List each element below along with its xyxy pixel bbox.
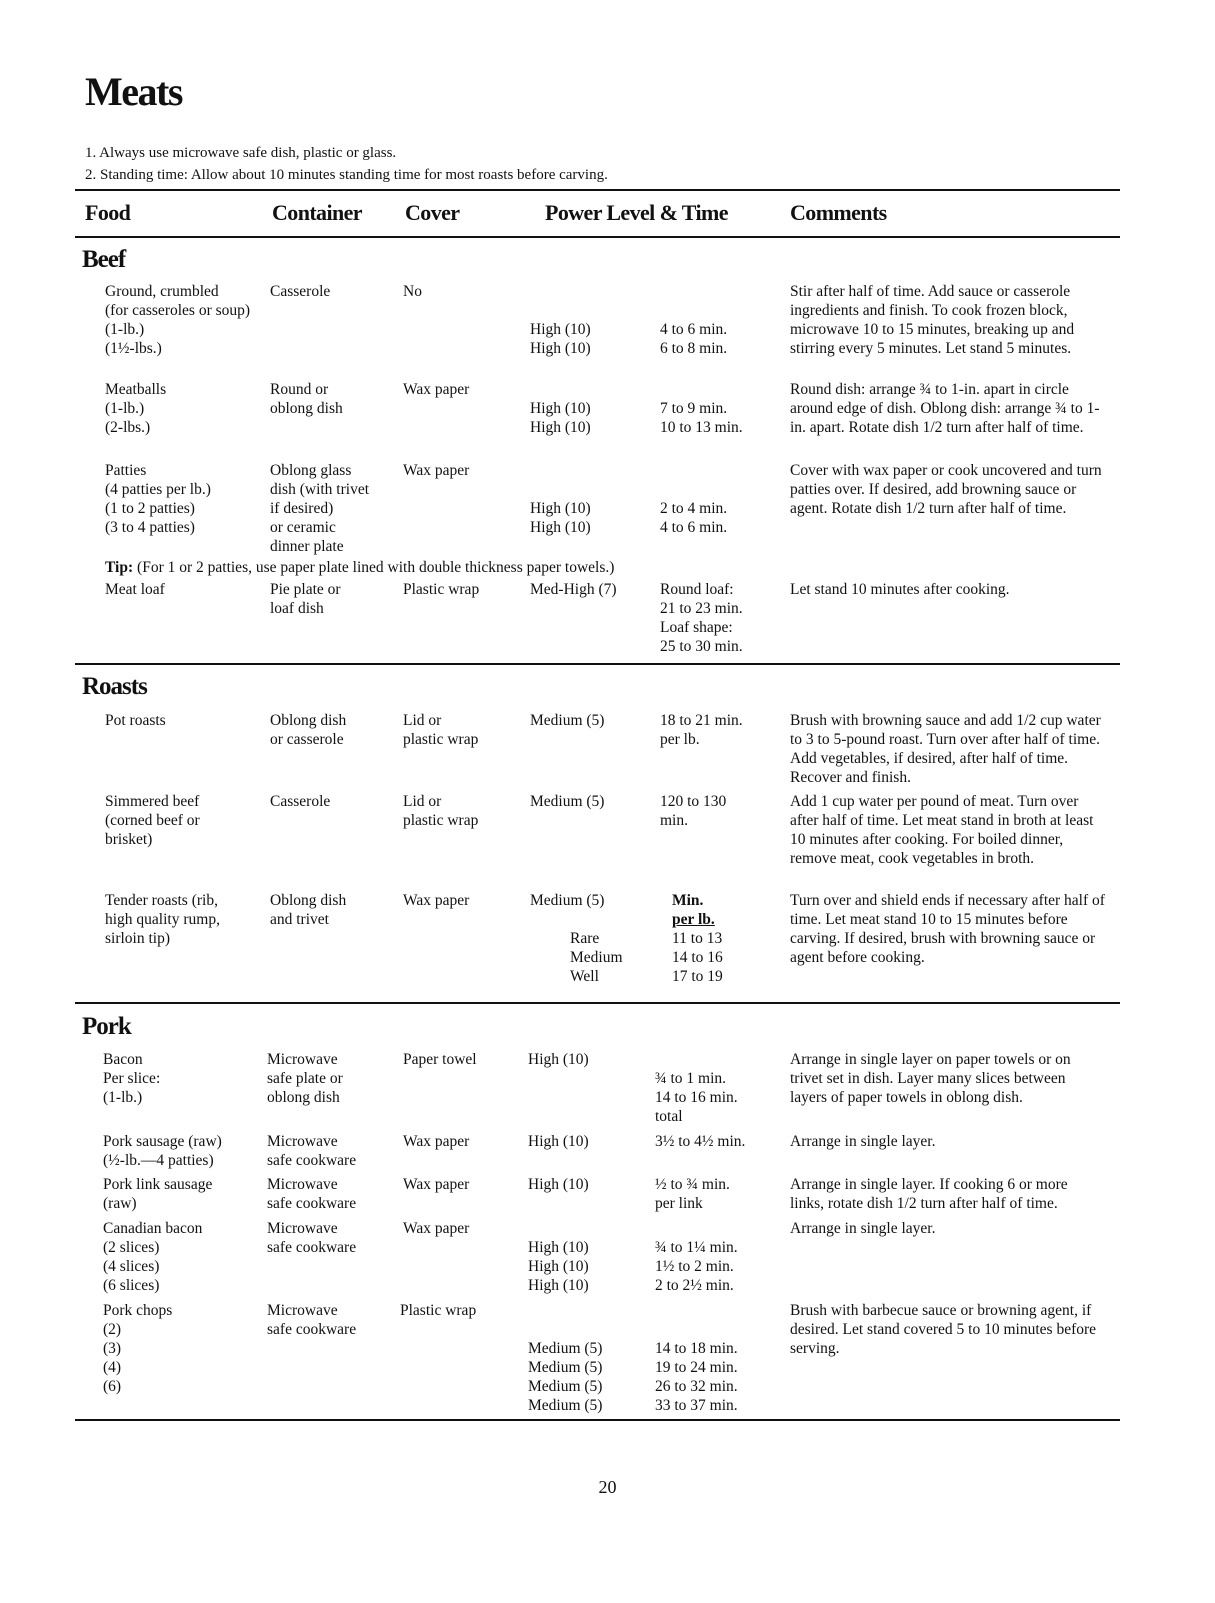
time-cell: 18 to 21 min. per lb. (660, 712, 743, 748)
header-bottom-rule (75, 236, 1120, 238)
power-cell: High (10) High (10) (530, 500, 591, 536)
container-cell: Casserole (270, 283, 331, 300)
note-2: 2. Standing time: Allow about 10 minutes standing time for most roasts before carving. (85, 167, 608, 183)
food-cell: Pork link sausage (raw) (103, 1176, 213, 1212)
power-cell: High (10) (528, 1133, 589, 1150)
time-cell: 2 to 4 min. 4 to 6 min. (660, 500, 728, 536)
power-cell: High (10) (528, 1051, 589, 1068)
section-title-beef: Beef (82, 246, 126, 273)
cover-cell: Wax paper (403, 381, 470, 398)
food-cell: Meatballs (1-lb.) (2-lbs.) (105, 381, 167, 436)
time-cell: ½ to ¾ min. per link (655, 1176, 730, 1212)
header-cover: Cover (405, 200, 460, 225)
min-label: Min. (672, 892, 704, 909)
table-header (0, 196, 1215, 236)
tip-label: Tip: (105, 559, 134, 576)
container-cell: Casserole (270, 793, 331, 810)
container-cell: Microwave safe cookware (267, 1302, 357, 1338)
food-cell: Pot roasts (105, 712, 166, 729)
comment-cell: Brush with barbecue sauce or browning agent, if desired. Let stand covered 5 to 10 minutes before serving. (790, 1302, 1097, 1357)
header-comments: Comments (790, 200, 887, 225)
food-cell: Pork sausage (raw) (½-lb.—4 patties) (103, 1133, 222, 1169)
comment-cell: Arrange in single layer on paper towels or on trivet set in dish. Layer many slices between layers of paper towels in oblong dish. (790, 1051, 1071, 1106)
container-cell: Microwave safe plate or oblong dish (267, 1051, 343, 1106)
cover-cell: Wax paper (403, 892, 470, 909)
food-cell: Tender roasts (rib, high quality rump, sirloin tip) (105, 892, 220, 947)
header-container: Container (272, 200, 362, 225)
power-cell: Medium (5) Rare Medium Well (530, 892, 623, 985)
time-cell: Min. per lb. 11 to 13 14 to 16 17 to 19 (672, 892, 723, 985)
per-lb-label: per lb. (672, 911, 715, 928)
food-cell: Patties (4 patties per lb.) (1 to 2 patties) (3 to 4 patties) (105, 462, 211, 536)
power-cell: Med-High (7) (530, 581, 617, 598)
time-cell: 7 to 9 min. 10 to 13 min. (660, 400, 743, 436)
comment-cell: Turn over and shield ends if necessary after half of time. Let meat stand 10 to 15 minutes before carving. If desired, brush with browning sauce or agent before cooking. (790, 892, 1105, 966)
comment-cell: Let stand 10 minutes after cooking. (790, 581, 1010, 598)
patties-tip (105, 559, 614, 577)
cover-cell: No (403, 283, 422, 300)
comment-cell: Stir after half of time. Add sauce or casserole ingredients and finish. To cook frozen block, microwave 10 to 15 minutes, breaking up and stirring every 5 minutes. Let stand 5 minutes. (790, 283, 1075, 357)
food-cell: Canadian bacon (2 slices) (4 slices) (6 slices) (103, 1220, 203, 1294)
container-cell: Microwave safe cookware (267, 1133, 357, 1169)
power-cell: Medium (5) (530, 793, 605, 810)
cover-cell: Wax paper (403, 462, 470, 479)
cover-cell: Wax paper (403, 1133, 470, 1150)
cover-cell: Wax paper (403, 1220, 470, 1237)
power-cell: High (10) (528, 1176, 589, 1193)
section-title-roasts: Roasts (82, 673, 147, 700)
header-power-time: Power Level & Time (545, 200, 728, 225)
cover-cell: Lid or plastic wrap (403, 712, 479, 748)
cover-cell: Plastic wrap (400, 1302, 477, 1319)
power-cell: High (10) High (10) High (10) (528, 1239, 589, 1294)
section-rule-roasts (75, 1002, 1120, 1004)
comment-cell: Arrange in single layer. (790, 1133, 936, 1150)
power-cell: High (10) High (10) (530, 400, 591, 436)
section-rule-beef (75, 663, 1120, 665)
section-rule-pork (75, 1419, 1120, 1421)
page-number: 20 (598, 1477, 617, 1497)
cover-cell: Plastic wrap (403, 581, 480, 598)
container-cell: Microwave safe cookware (267, 1176, 357, 1212)
cover-cell: Lid or plastic wrap (403, 793, 479, 829)
time-cell: ¾ to 1 min. 14 to 16 min. total (655, 1070, 738, 1125)
time-cell: 120 to 130 min. (660, 793, 727, 829)
comment-cell: Arrange in single layer. (790, 1220, 936, 1237)
general-notes (85, 142, 608, 186)
container-cell: Microwave safe cookware (267, 1220, 357, 1256)
cover-cell: Paper towel (403, 1051, 477, 1068)
food-cell: Ground, crumbled (for casseroles or soup) (1-lb.) (1½-lbs.) (105, 283, 251, 357)
comment-cell: Cover with wax paper or cook uncovered and turn patties over. If desired, add browning sauce or agent. Rotate dish 1/2 turn after half of time. (790, 462, 1102, 517)
comment-cell: Arrange in single layer. If cooking 6 or more links, rotate dish 1/2 turn after half of time. (790, 1176, 1068, 1212)
power-cell: High (10) High (10) (530, 321, 591, 357)
cover-cell: Wax paper (403, 1176, 470, 1193)
container-cell: Oblong dish and trivet (270, 892, 347, 928)
time-cell: ¾ to 1¼ min. 1½ to 2 min. 2 to 2½ min. (655, 1239, 738, 1294)
time-cell: 3½ to 4½ min. (655, 1133, 746, 1150)
food-cell: Pork chops (2) (3) (4) (6) (103, 1302, 173, 1395)
header-top-rule (75, 189, 1120, 191)
food-cell: Meat loaf (105, 581, 165, 598)
comment-cell: Round dish: arrange ¾ to 1-in. apart in circle around edge of dish. Oblong dish: arrange ¾ to 1-in. apart. Rotate dish 1/2 turn after half of time. (790, 381, 1100, 436)
comment-cell: Brush with browning sauce and add 1/2 cup water to 3 to 5-pound roast. Turn over after half of time. Add vegetables, if desired, after half of time. Recover and finish. (790, 712, 1101, 786)
note-1: 1. Always use microwave safe dish, plastic or glass. (85, 145, 397, 161)
container-cell: Oblong glass dish (with trivet if desired) or ceramic dinner plate (270, 462, 370, 555)
container-cell: Oblong dish or casserole (270, 712, 347, 748)
page-title: Meats (85, 69, 182, 114)
section-title-pork: Pork (82, 1013, 131, 1040)
container-cell: Round or oblong dish (270, 381, 343, 417)
container-cell: Pie plate or loaf dish (270, 581, 341, 617)
tip-text: (For 1 or 2 patties, use paper plate lined with double thickness paper towels.) (137, 559, 615, 576)
time-cell: 14 to 18 min. 19 to 24 min. 26 to 32 min. 33 to 37 min. (655, 1340, 738, 1414)
comment-cell: Add 1 cup water per pound of meat. Turn over after half of time. Let meat stand in broth at least 10 minutes after cooking. For boiled dinner, remove meat, cook vegetables in broth. (790, 793, 1094, 867)
food-cell: Bacon Per slice: (1-lb.) (103, 1051, 161, 1106)
time-cell: Round loaf: 21 to 23 min. Loaf shape: 25 to 30 min. (660, 581, 743, 655)
power-cell: Medium (5) Medium (5) Medium (5) Medium (5) (528, 1340, 603, 1414)
header-food: Food (85, 200, 131, 225)
power-cell: Medium (5) (530, 712, 605, 729)
food-cell: Simmered beef (corned beef or brisket) (105, 793, 200, 848)
time-cell: 4 to 6 min. 6 to 8 min. (660, 321, 728, 357)
